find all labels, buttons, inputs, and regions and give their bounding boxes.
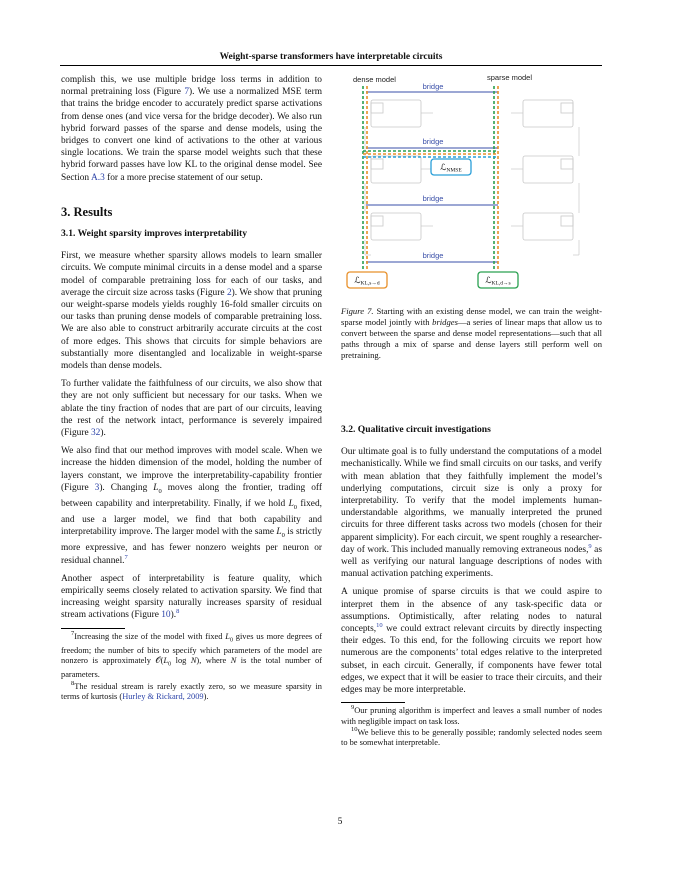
- right-paragraph-1: Our ultimate goal is to fully understand the computations of a model mechanistically. While we find small circuits on our tasks, and verify with mean ablation that they faithfully implement the model’s underlying computations, circuit size is only a proxy for interpretability. To verify that the model implements human-understandable algorithms, we manually interpreted the pruned circuits for three different tasks across two models (chosen for their apparent simplicity). For each circuit, we spent roughly a researcher-day of work. This included manually removing extraneous nodes,$^9$ as well as verifying our natural language descriptions of nodes with manual activation patching experiments.: [341, 447, 602, 580]
- footnote-7: $^7$Increasing the size of the model with fixed $L_0$ gives us more degrees of freedom; the number of bits to specify which parameters of the model are nonzero is approximately $𝒪(L_0$ log N), where N is the total number of parameters.: [61, 629, 322, 680]
- figure-7-diagram: [341, 70, 603, 296]
- sparse-model-label: sparse model: [487, 73, 533, 82]
- figure-2-link[interactable]: 2: [226, 287, 232, 298]
- right-column: [341, 424, 602, 750]
- footnote-9-link[interactable]: 9: [588, 542, 592, 550]
- left-paragraph-1: complish this, we use multiple bridge loss terms in addition to normal pretraining loss (Figure 7). We use a normalized MSE term that trains the bridge encoder to accurately predict sparse activations from dense ones (and vice versa for the bridge decoder). We also run hybrid forward passes of the sparse and dense models, using the bridges to convert one kind of activations to the other at various single locations. We train the sparse model weights such that these hybrid forward passes have low KL to the original dense model. See Section A.3 for a more precise statement of our setup.: [61, 75, 322, 183]
- right-paragraph-2: A unique promise of sparse circuits is that we could aspire to interpret them in the absence of any task-specific data or assumptions. Optimistically, after relating nodes to natural concepts,$^{10}$ we could extract relevant circuits by directly inspecting their edges. To this end, for the following circuits we report how numerous are the components’ total edges relative to the interpreted subset, in each circuit. Generally, if components have fewer total edges, we expect that it will be easier to trace their circuits, and their edges may be more interpretable.: [341, 587, 602, 696]
- bridge-label-2: bridge: [422, 137, 444, 146]
- citation-hurley-rickard[interactable]: Hurley & Rickard, 2009: [122, 691, 204, 701]
- footnotes-left: [61, 629, 322, 703]
- figure-3-link[interactable]: 3: [94, 482, 100, 493]
- dense-model-label: dense model: [353, 75, 396, 84]
- footnotes-right: [341, 706, 602, 749]
- figure-7-caption: Figure 7. Starting with an existing dense model, we can train the weight-sparse model jointly with bridges—a series of linear maps that allow us to convert between the sparse and dense model representations—such that all paths through a mix of sparse and dense layers still perform well on pretraining.: [341, 306, 602, 360]
- footnote-8-link[interactable]: 8: [176, 608, 180, 616]
- footnote-9: $^9$Our pruning algorithm is imperfect and leaves a small number of nodes with negligible impact on task loss.: [341, 704, 602, 726]
- page-number: 5: [337, 817, 343, 827]
- footnote-8: $^8$The residual stream is rarely exactly zero, so we measure sparsity in terms of kurtosis (Hurley & Rickard, 2009).: [61, 679, 322, 701]
- running-header: Weight-sparse transformers have interpretable circuits: [219, 52, 443, 62]
- kl-d-to-s-label: ℒKL,d→s: [485, 275, 511, 287]
- footnote-rule-left: [61, 628, 125, 629]
- left-column: [61, 74, 322, 703]
- footnote-rule-right: [341, 702, 405, 703]
- side-boxes: [371, 103, 573, 226]
- left-paragraph-5: Another aspect of interpretability is feature quality, which empirically seems closely related to activation sparsity. We find that increasing weight sparsity naturally increases sparsity of residual stream activations (Figure 10).$^8$: [61, 573, 322, 621]
- dense-layer-boxes: [371, 100, 573, 240]
- section-heading-results: 3. Results: [61, 204, 113, 219]
- figure-10-link[interactable]: 10: [161, 610, 171, 621]
- bridge-label-4: bridge: [422, 251, 444, 260]
- kl-s-to-d-label: ℒKL,s→d: [354, 275, 380, 287]
- nmse-loss-label: ℒNMSE: [440, 162, 462, 174]
- box-connectors: [365, 113, 579, 255]
- left-paragraph-2: First, we measure whether sparsity allows models to learn smaller circuits. We compute minimal circuits in a dense model and a sparse model of comparable pretraining loss for each of our tasks, and average the circuit size across tasks (Figure 2). We show that pruning our weight-sparse models yields roughly 16-fold smaller circuits on our tasks than pruning dense models of comparable pretraining loss. We are also able to construct arbitrarily accurate circuits at the cost of more edges. This shows that circuits for simple behaviors are substantially more disentangled and localizable in weight-sparse models than dense models.: [61, 251, 322, 372]
- left-paragraph-4: We also find that our method improves with model scale. When we increase the hidden dimension of the model, holding the number of layers constant, we improve the interpretability-capability frontier (Figure 3). Changing $L_0$ moves along the frontier, trading off between capability and interpretability. Finally, if we hold $L_0$ fixed, and use a larger model, we find that both capability and interpretability improve. The larger model with the same $L_0$ is strictly more expressive, and has fewer nonzero weights per neuron or residual channel.$^7$: [61, 446, 322, 566]
- left-paragraph-3: To further validate the faithfulness of our circuits, we also show that they are not only sufficient but necessary for our tasks. When we ablate the tiny fraction of nodes that are part of our circuits, leaving the rest of the network intact, performance is severely impaired (Figure 32).: [61, 379, 322, 439]
- footnote-10-link[interactable]: 10: [376, 621, 383, 629]
- bridge-lines: [366, 92, 498, 262]
- footnote-10: $^{10}$We believe this to be generally possible; randomly selected nodes seem to be somewhat interpretable.: [341, 726, 602, 748]
- subsection-heading-3-2: 3.2. Qualitative circuit investigations: [341, 424, 491, 435]
- subsection-heading-3-1: 3.1. Weight sparsity improves interpretability: [61, 228, 248, 240]
- bridge-label-3: bridge: [422, 194, 444, 203]
- section-a3-link[interactable]: A.3: [90, 172, 105, 183]
- header-rule: [60, 65, 602, 66]
- figure-32-link[interactable]: 32: [90, 428, 101, 439]
- footnote-7-link[interactable]: 7: [124, 553, 128, 561]
- figure-7-link[interactable]: 7: [184, 87, 189, 98]
- bridge-label-1: bridge: [422, 82, 444, 91]
